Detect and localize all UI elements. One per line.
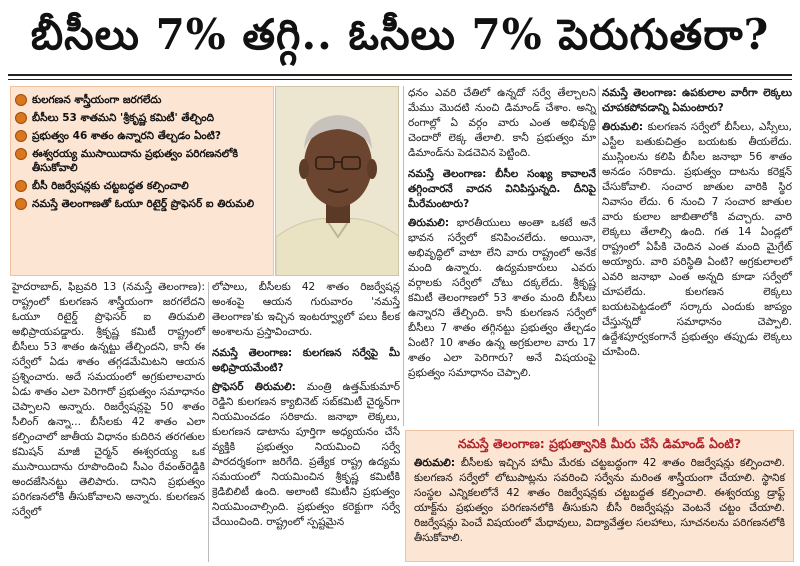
highlight-text: బీసీ రిజర్వేషన్లకు చట్టబద్ధత కల్పించాలి xyxy=(32,180,189,192)
highlight-item xyxy=(15,93,269,107)
ear-left xyxy=(299,159,309,179)
speaker-label: తిరుమలి: xyxy=(602,121,644,133)
bullet-icon xyxy=(15,198,27,210)
shirt xyxy=(276,218,399,276)
portrait-photo xyxy=(275,86,399,276)
demand-box xyxy=(405,430,794,562)
highlight-item xyxy=(15,129,269,143)
highlight-text: ఈశ్వరయ్య ముసాయిదాను ప్రభుత్వం పరిగణనలోకి తీసుకోవాలి xyxy=(32,148,239,174)
article-body: హైదరాబాద్, ఫిబ్రవరి 13 (నమస్తే తెలంగాణ): రాష్ట్రంలో కులగణన శాస్త్రీయంగా జరగలేదని ఓయూ రిటైర్డ్ ప్రొఫెసర్ ఐ తిరుమలి అభిప్రాయపడ్డారు. శ్రీకృష్ణ కమిటీ రాష్ట్రంలో బీసీలు 53 శాతం ఉన్నట్టు తేల్చిందని, కానీ ఈ సర్వేలో ఏడు శాతం తగ్గడమేమిటని ఆయన ప్రశ్నించారు. అదే సమయంలో అగ్రకులాలవారు ఏడు శాతం ఎలా పెరిగారో ప్రభుత్వం సమాధానం చెప్పాలని అన్నారు. రిజర్వేషన్లపై 50 శాతం సీలింగ్ ఉన్నా... బీసీలకు 42 శాతం ఎలా కల్పించాలో జాతీయ విధానం కుదిరిన తరగతుల కమిషన్ మాజీ చైర్మన్ ఈశ్వరయ్య ఒక ముసాయిదాను రూపొందించి సీఎం రేవంత్‌రెడ్డికి అందజేసినట్టు తెలిపారు. దానిని ప్రభుత్వం పరిగణనలోకి తీసుకోవాలని అన్నారు. కులగణన సర్వేలో xyxy=(12,281,205,518)
answer-text: కులగణన సర్వేలో బీసీలు, ఎస్సీలు, ఎస్టీల బతుకుచిత్రం బయటకు తీయలేదు. ముస్లింలను కలిపి బీసీల జనాభా 56 శాతం అనడం సరికాదు. ప్రభుత్వం దాటను కరెక్షన్ చేసుకోవాలి. సంచార జాతుల వారికి స్థిర నివాసం లేదు. 6 నుంచి 7 సంచార జాతుల వారు కులాల జాబితాలోకి వచ్చారు. వారి లెక్కలు తేలాల్సి ఉంది. గత 14 ఏండ్లలో రాష్ట్రంలో ఏపీకి చెందిన ఎంత మంది మైగ్రేట్ అయ్యారు. వారి పరిస్థితి ఏంటి? అగ్రకులాలలో ఎవరి జనాభా ఎంత అన్నది కూడా సర్వేలో చూపలేదు. కులగణన లెక్కలు బయటపెట్టడంలో సర్కారు ఎందుకు జాప్యం చేస్తున్నదో సమాధానం చెప్పాలి. ఉద్దేశపూర్వకంగానే ప్రభుత్వం తప్పుడు లెక్కలు చూపింది. xyxy=(602,121,792,358)
speaker-label: తిరుమలి: xyxy=(414,457,456,469)
article-column-4 xyxy=(602,86,792,360)
interview-answer xyxy=(212,380,400,530)
bullet-icon xyxy=(15,94,27,106)
article-column-2 xyxy=(212,280,400,530)
highlight-text: కులగణన శాస్త్రీయంగా జరగలేదు xyxy=(32,94,162,106)
answer-text: భారతీయులు అంతా ఒకటే అనే భావన సర్వేలో కనిపించలేదు. అయినా, అభివృద్ధిలో వాటా లేని వారు రాష్ట్రంలో అనేక మంది ఉన్నారు. ఉద్యమకారులు ఎవరు వర్గాలకు సర్వేలో చోటు దక్కలేదు. శ్రీకృష్ణ కమిటీ తెలంగాణలో 53 శాతం మంది బీసీలు ఉన్నారని తేల్చింది. కానీ కులగణన సర్వేలో బీసీలు 7 శాతం తగ్గినట్టు ప్రభుత్వం తేల్చడం ఏంటి? 10 శాతం ఉన్న అగ్రకులాల వారు 17 శాతం ఎలా పెరిగారు? అనే విషయంపై ప్రభుత్వం సమాధానం చెప్పాలి. xyxy=(408,217,596,379)
ear-right xyxy=(367,159,377,179)
headline-rule-bottom xyxy=(8,79,792,80)
highlight-text: నమస్తే తెలంగాణతో ఓయూ రిటైర్డ్ ప్రొఫెసర్ ఐ తిరుమలి xyxy=(32,198,255,210)
answer-text: బీసీలకు ఇచ్చిన హామీ మేరకు చట్టబద్ధంగా 42 శాతం రిజర్వేషన్లు కల్పించాలి. కులగణన సర్వేలో లోటుపాట్లను సవరించి సర్వేను మరింత శాస్త్రీయంగా చేయాలి. స్థానిక సంస్థల ఎన్నికలలోనే 42 శాతం రిజర్వేషన్లకు చట్టబద్ధత కల్పించాలి. ఈశ్వరయ్య డ్రాఫ్ట్ యాక్ట్‌ను ప్రభుత్వం పరిగణనలోకి తీసుకుని బీసీ రిజర్వేషన్లు వెంటనే చట్టం చేయాలి. రిజర్వేషన్లు పెంచే విషయంలో మేధావులు, విద్యావేత్తల సలహాలు, సూచనలను పరిగణనలోకి తీసుకోవాలి. xyxy=(414,457,785,544)
article-body: ధనం ఎవరి చేతిలో ఉన్నదో సర్వే తేల్చాలని మేము మొదటి నుంచి డిమాండ్ చేశాం. అన్ని రంగాల్లో ఏ వర్గం వారు ఎంత అభివృద్ధి చెందారో లెక్క తేలాలి. కానీ ప్రభుత్వం మా డిమాండ్‌ను పెడచెవిన పెట్టింది. xyxy=(408,87,596,159)
demand-question: నమస్తే తెలంగాణ: ప్రభుత్వానికి మీరు చేసే డిమాండ్ ఏంటి? xyxy=(457,436,742,451)
highlights-box xyxy=(10,86,274,276)
bullet-icon xyxy=(15,112,27,124)
interview-question: నమస్తే తెలంగాణ: కులగణన సర్వేపై మీ అభిప్రాయమేంటి? xyxy=(212,347,400,374)
answer-text: మంత్రి ఉత్తమ్‌కుమార్ రెడ్డిని కులగణన క్యాబినెట్ సబ్‌కమిటీ చైర్మన్‌గా నియమించడం సరికాదు. జనాభా లెక్కలు, కులగణన డాటాను పూర్తిగా అధ్యయనం చేసే వ్యక్తికి ప్రభుత్వం నియమించి సర్వే పారదర్శకంగా జరిగేది. ప్రత్యేక రాష్ట్ర ఉద్యమ సమయంలో నియమించిన శ్రీకృష్ణ కమిటీకి క్రెడిబిలిటీ ఉంది. అలాంటి కమిటీని ప్రభుత్వం నియమించాల్సింది. ప్రభుత్వం కరెక్టుగా సర్వే చేయించింది. రాష్ట్రంలో స్పష్టమైన xyxy=(212,381,400,528)
column-divider xyxy=(208,282,209,562)
bullet-icon xyxy=(15,130,27,142)
highlight-item xyxy=(15,197,269,211)
interview-answer xyxy=(408,216,596,381)
article-column-1 xyxy=(12,280,205,520)
headline-rule-top xyxy=(8,74,792,76)
highlight-text: ప్రభుత్వం 46 శాతం ఉన్నారని తేల్చడం ఏంటి? xyxy=(32,130,221,142)
column-divider xyxy=(403,86,404,426)
highlight-text: బీసీలు 53 శాతమని 'శ్రీకృష్ణ కమిటీ' తేల్చింది xyxy=(32,112,214,124)
portrait-illustration xyxy=(276,87,399,276)
article-body: లోపాలు, బీసీలకు 42 శాతం రిజర్వేషన్ల అంశంపై ఆయన గురువారం 'నమస్తే తెలంగాణ'కు ఇచ్చిన ఇంటర్వ్యూలో పలు కీలక అంశాలను ప్రస్తావించారు. xyxy=(212,281,400,338)
interview-answer xyxy=(602,120,792,360)
speaker-label: తిరుమలి: xyxy=(408,217,450,229)
headline: బీసీలు 7% తగ్గి.. ఓసీలు 7% పెరుగుతరా? xyxy=(30,10,770,59)
highlight-item xyxy=(15,147,269,175)
bullet-icon xyxy=(15,180,27,192)
column-divider xyxy=(598,86,599,426)
article-column-3 xyxy=(408,86,596,381)
bullet-icon xyxy=(15,148,27,160)
interview-question: నమస్తే తెలంగాణ: ఉపకులాల వారీగా లెక్కలు చూపకపోవడాన్ని ఏమంటారు? xyxy=(602,87,792,114)
highlight-item xyxy=(15,111,269,125)
speaker-label: ప్రొఫెసర్ తిరుమలి: xyxy=(212,381,296,393)
interview-question: నమస్తే తెలంగాణ: బీసీల సంఖ్య కావాలనే తగ్గించారనే వాదన వినిపిస్తున్నది. దీనిపై మీరేమంటారు? xyxy=(408,168,596,210)
demand-answer xyxy=(414,456,785,546)
highlight-item xyxy=(15,179,269,193)
